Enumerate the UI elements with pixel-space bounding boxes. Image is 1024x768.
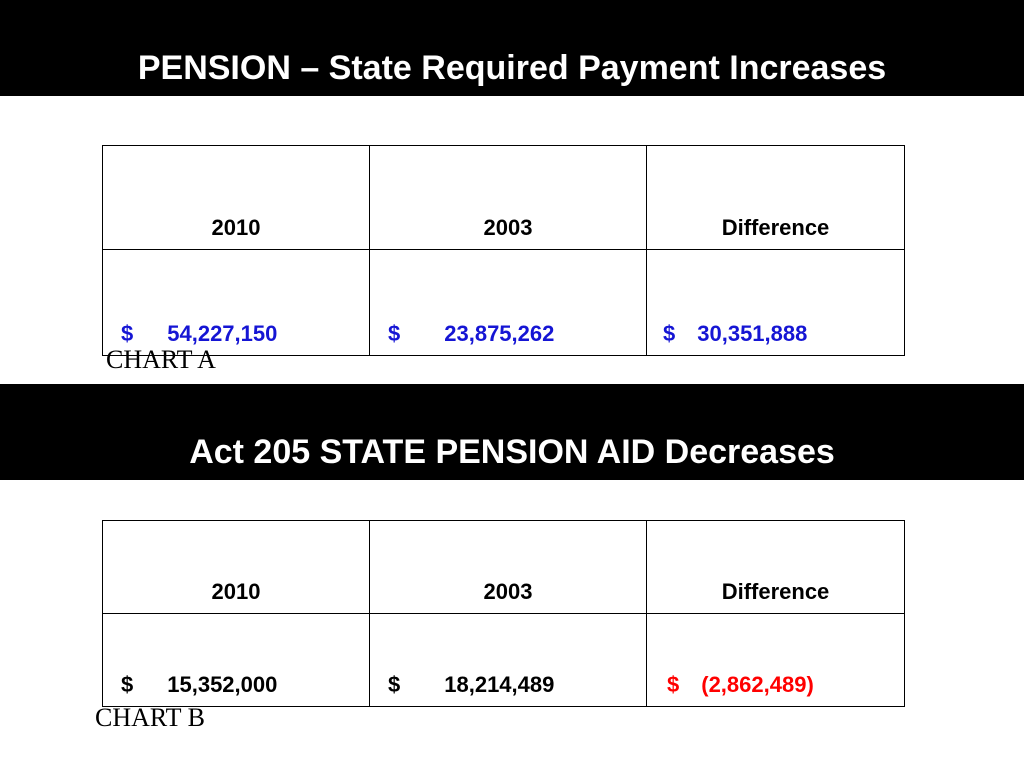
table-chart-b: [102, 520, 905, 707]
value-cell-difference: [647, 250, 905, 356]
currency-symbol: $: [121, 321, 134, 346]
amount-2003: 23,875,262: [444, 321, 555, 346]
table-value-row: [103, 614, 905, 707]
amount-2003: 18,214,489: [444, 672, 555, 697]
amount-2010: 15,352,000: [167, 672, 278, 697]
header-2010: 2010: [103, 521, 370, 614]
header-difference: Difference: [647, 146, 905, 250]
amount-difference: (2,862,489): [701, 672, 814, 697]
value-cell-difference: [647, 614, 905, 707]
value-cell-2010: [103, 250, 370, 356]
value-cell-2010: [103, 614, 370, 707]
header-2010: 2010: [103, 146, 370, 250]
currency-symbol: $: [388, 672, 401, 697]
title-band-a: [0, 0, 1024, 96]
title-b: Act 205 STATE PENSION AID Decreases: [189, 433, 835, 471]
amount-difference: 30,351,888: [697, 321, 808, 346]
chart-b-caption: CHART B: [95, 703, 205, 732]
title-band-b: [0, 384, 1024, 480]
header-2003: 2003: [370, 521, 647, 614]
table-chart-a: [102, 145, 905, 356]
amount-2010: 54,227,150: [167, 321, 278, 346]
table-value-row: [103, 250, 905, 356]
header-difference: Difference: [647, 521, 905, 614]
title-a: PENSION – State Required Payment Increases: [137, 49, 887, 87]
currency-symbol: $: [388, 321, 401, 346]
chart-a-caption: CHART A: [106, 345, 216, 374]
table-header-row: [103, 521, 905, 614]
table-header-row: [103, 146, 905, 250]
currency-symbol: $: [121, 672, 134, 697]
header-2003: 2003: [370, 146, 647, 250]
value-cell-2003: [370, 250, 647, 356]
value-cell-2003: [370, 614, 647, 707]
currency-symbol: $: [663, 321, 676, 346]
currency-symbol: $: [667, 672, 680, 697]
